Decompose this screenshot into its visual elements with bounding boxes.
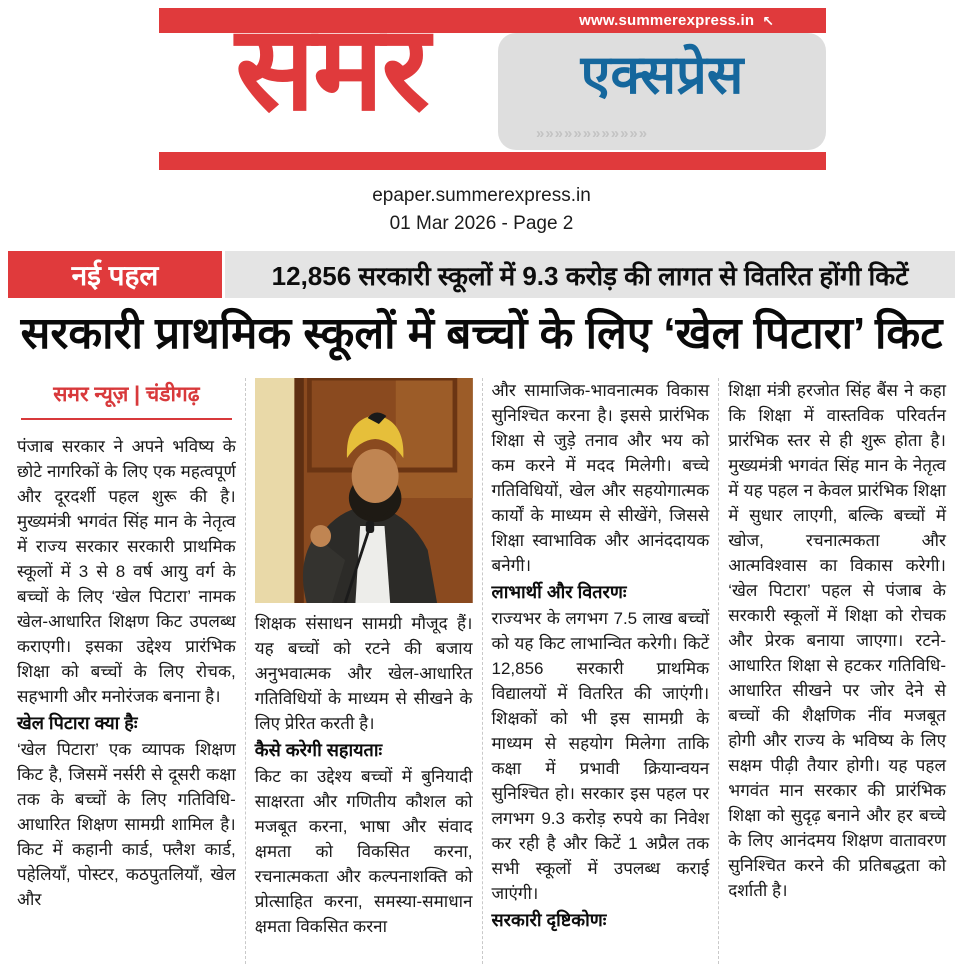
minister-press-photo	[255, 378, 473, 603]
subhead-kaise-karegi-sahayta: कैसे करेगी सहायताः	[254, 740, 383, 760]
masthead-url-link[interactable]: www.summerexpress.in	[579, 12, 755, 29]
paragraph: ‘खेल पिटारा’ एक व्यापक शिक्षण किट है, जिसमें नर्सरी से दूसरी कक्षा तक के बच्चों के लिए गतिविधि-आधारित शिक्षण सामग्री शामिल है। किट में कहानी कार्ड, फ्लैश कार्ड, पहेलियाँ, पोस्टर, कठपुतलियाँ, खेल और	[17, 740, 236, 909]
epaper-domain: epaper.summerexpress.in	[372, 185, 591, 206]
column-3	[482, 378, 719, 964]
kicker-label: नई पहल	[8, 251, 222, 298]
article-headline: सरकारी प्राथमिक स्कूलों में बच्चों के लिए ‘खेल पिटारा’ किट	[20, 309, 943, 358]
paragraph: शिक्षा मंत्री हरजोत सिंह बैंस ने कहा कि शिक्षा में वास्तविक परिवर्तन प्रारंभिक स्तर से ही शुरू होता है। मुख्यमंत्री भगवंत सिंह मान के नेतृत्व में यह पहल न केवल प्रारंभिक शिक्षा में सुधार लाएगी, बल्कि बच्चों में खोज, रचनात्मकता और आत्मविश्वास का विकास करेगी। ‘खेल पिटारा’ पहल से पंजाब के सरकारी स्कूलों में शिक्षा को रोचक और प्रेरक बनाया जाएगा। रटने-आधारित शिक्षा से हटकर गतिविधि-आधारित सीखने पर जोर देने से बच्चों की शैक्षणिक नींव मजबूत होगी और राज्य के भविष्य के लिए सक्षम पीढ़ी तैयार होगी। यह पहल भगवंत मान सरकार की प्रारंभिक शिक्षा को सुदृढ़ बनाने और हर बच्चे के लिए आनंदमय शिक्षण वातावरण सुनिश्चित करने की प्रतिबद्धता को दर्शाती है।	[728, 381, 946, 900]
paragraph: और सामाजिक-भावनात्मक विकास सुनिश्चित करना है। इससे प्रारंभिक शिक्षा से जुड़े तनाव और भय को कम करने में मदद मिलेगी। बच्चे गतिविधियों, खेल और सहयोगात्मक कार्यों के माध्यम से सीखेंगे, जिससे शिक्षा स्वाभाविक और आनंददायक बनेगी।	[491, 381, 710, 575]
column-2	[245, 378, 482, 964]
chevron-pattern-icon: »»»»»»»»»»»»	[536, 125, 649, 142]
edition-date-page: 01 Mar 2026 - Page 2	[389, 212, 574, 234]
masthead	[159, 3, 826, 170]
strip-headline: 12,856 सरकारी स्कूलों में 9.3 करोड़ की लागत से वितरित होंगी किटें	[225, 251, 955, 298]
byline: समर न्यूज़ | चंडीगढ़	[21, 378, 232, 420]
column-1	[8, 378, 245, 964]
kicker-row	[8, 251, 955, 298]
masthead-title: समर	[235, 3, 428, 135]
paragraph: पंजाब सरकार ने अपने भविष्य के छोटे नागरिकों के लिए एक महत्वपूर्ण और दूरदर्शी पहल शुरू की है। मुख्यमंत्री भगवंत सिंह मान के नेतृत्व में राज्य सरकार सरकारी प्राथमिक स्कूलों में 3 से 8 वर्ष आयु वर्ग के बच्चों के लिए ‘खेल पिटारा’ नामक खेल-आधारित शिक्षण किट उपलब्ध कराएगी। इसका उद्देश्य प्रारंभिक शिक्षा को बच्चों के लिए रोचक, सहभागी और मनोरंजक बनाना है।	[17, 437, 236, 706]
subhead-sarkari-drishtikon: सरकारी दृष्टिकोणः	[491, 910, 607, 930]
masthead-subtitle-box	[498, 33, 826, 150]
article-body	[8, 378, 955, 964]
paragraph: शिक्षक संसाधन सामग्री मौजूद हैं। यह बच्चों को रटने की बजाय अनुभवात्मक और खेल-आधारित गतिविधियों के माध्यम से सीखने के लिए प्रेरित करती है।	[254, 614, 473, 733]
subhead-labharthi-aur-vitran: लाभार्थी और वितरणः	[491, 582, 627, 602]
site-info	[0, 182, 963, 237]
masthead-rule	[159, 152, 826, 170]
paragraph: किट का उद्देश्य बच्चों में बुनियादी साक्षरता और गणितीय कौशल को मजबूत करना, भाषा और संवाद क्षमता को विकसित करना, रचनात्मकता और कल्पनाशक्ति को प्रोत्साहित करना, समस्या-समाधान क्षमता विकसित करना	[254, 767, 473, 936]
paragraph: राज्यभर के लगभग 7.5 लाख बच्चों को यह किट लाभान्वित करेगी। किटें 12,856 सरकारी प्राथमिक विद्यालयों में वितरित की जाएंगी। शिक्षकों को भी इस सामग्री के माध्यम से सहयोग मिलेगा ताकि कक्षा में प्रभावी क्रियान्वयन सुनिश्चित हो। सरकार इस पहल पर लगभग 9.3 करोड़ रुपये का निवेश कर रही है और किटें 1 अप्रैल तक सभी स्कूलों में उपलब्ध कराई जाएंगी।	[491, 609, 710, 903]
cursor-arrow-icon: ↖	[762, 12, 774, 29]
masthead-subtitle: एक्सप्रेस	[580, 45, 744, 105]
subhead-khel-pitara-kya-hai: खेल पिटारा क्या हैः	[17, 713, 138, 733]
column-4	[718, 378, 955, 964]
